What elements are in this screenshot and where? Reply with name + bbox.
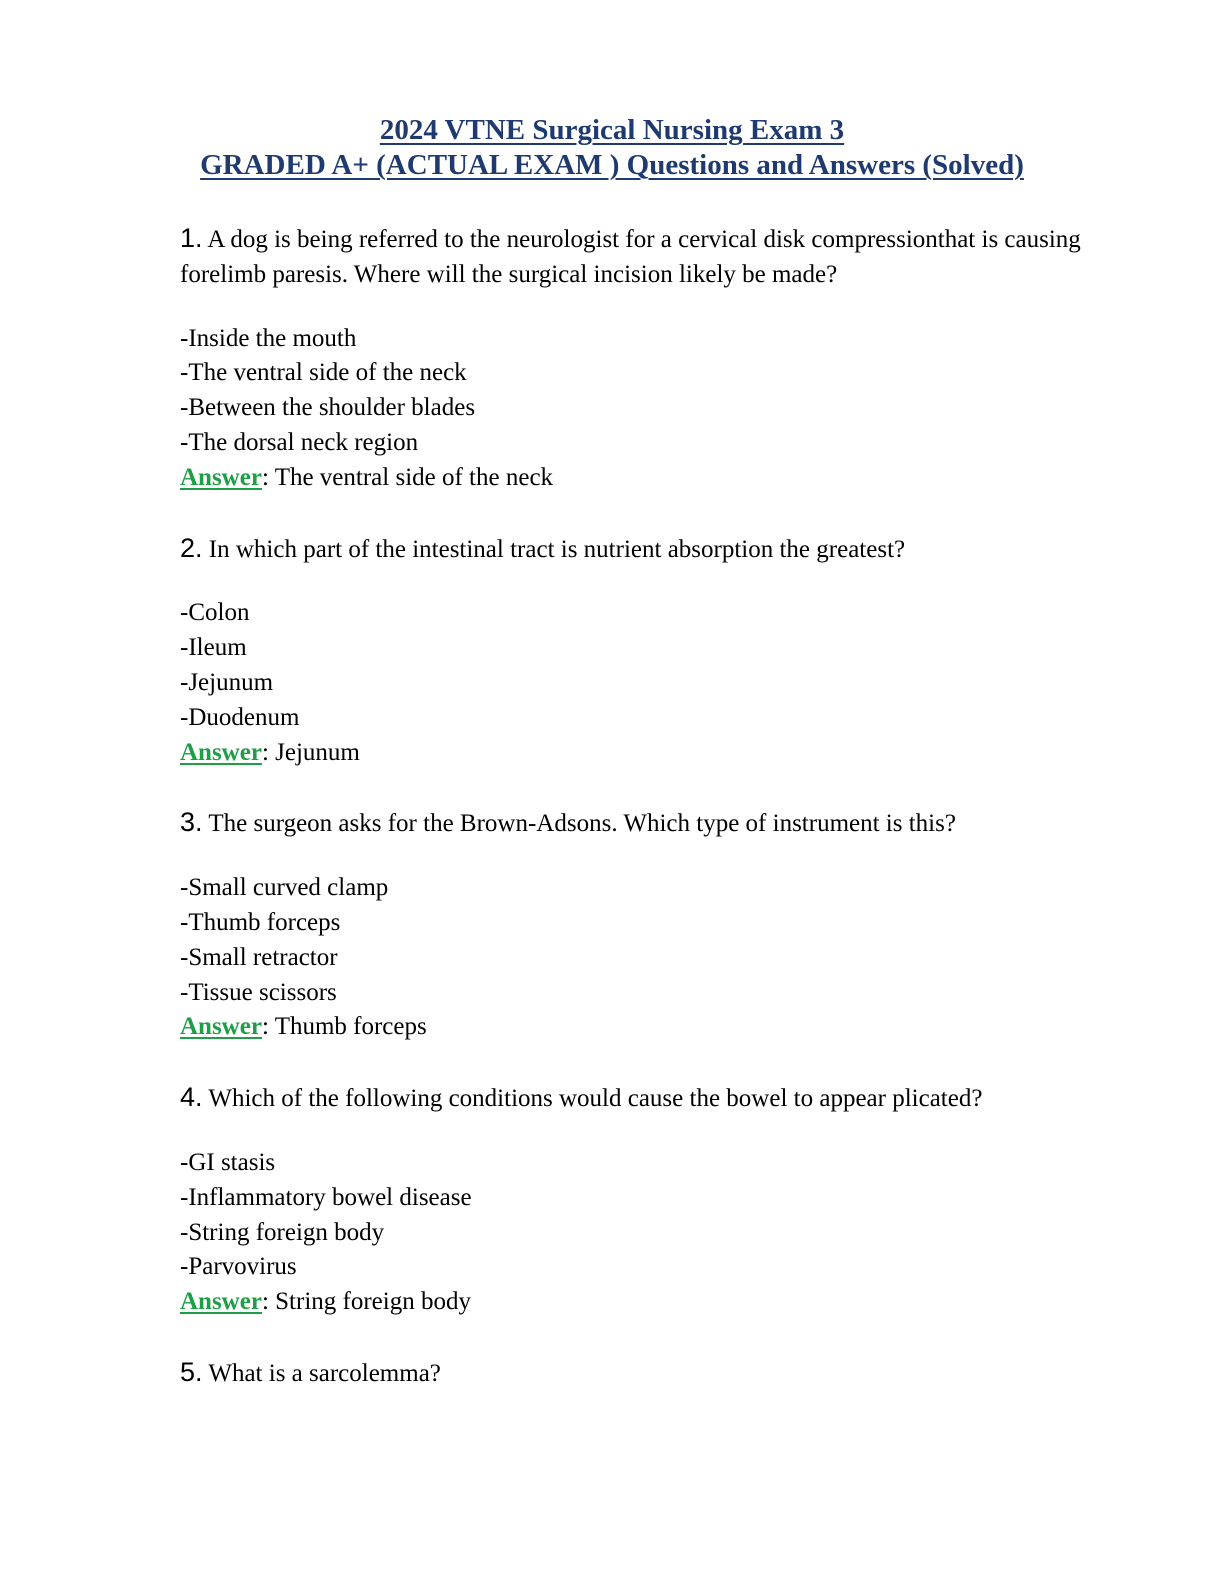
option-item: -Parvovirus (180, 1253, 297, 1281)
question-block-3 (180, 805, 1110, 1045)
answer-label: Answer (180, 738, 262, 766)
option-item: -Jejunum (180, 668, 274, 696)
option-item: -Small curved clamp (180, 874, 389, 902)
option-list (180, 596, 1110, 735)
option-list (180, 322, 1110, 461)
option-item: -Inside the mouth (180, 324, 357, 352)
document-title-line1: 2024 VTNE Surgical Nursing Exam 3 (379, 114, 845, 146)
option-item: -Small retractor (180, 943, 338, 971)
option-item: -Thumb forceps (180, 908, 341, 936)
option-item: -Inflammatory bowel disease (180, 1183, 472, 1211)
question-text: In which part of the intestinal tract is nutrient absorption the greatest? (208, 535, 906, 563)
question-5: 5. What is a sarcolemma? (180, 1356, 441, 1387)
question-number: 1 (180, 223, 196, 253)
option-list (180, 1146, 1110, 1285)
answer-text: The ventral side of the neck (274, 463, 554, 491)
answer-text: Jejunum (275, 738, 360, 766)
question-3: 3. The surgeon asks for the Brown-Adsons. Which type of instrument is this? (180, 807, 956, 838)
option-item: -The ventral side of the neck (180, 359, 467, 387)
answer-text: Thumb forceps (274, 1013, 427, 1041)
question-block-1 (180, 221, 1110, 496)
option-item: -GI stasis (180, 1148, 276, 1176)
option-item: -Tissue scissors (180, 978, 337, 1006)
question-text: A dog is being referred to the neurologist for a cervical disk compressionthat is causing forelimb paresis. Where will the surgical incision likely be made? (180, 226, 1081, 288)
question-list (180, 221, 1110, 1392)
question-number: 5 (180, 1356, 196, 1387)
question-4: 4. Which of the following conditions would cause the bowel to appear plicated? (180, 1082, 983, 1113)
option-item: -The dorsal neck region (180, 428, 419, 456)
question-block-4 (180, 1080, 1110, 1320)
answer-line: Answer: Thumb forceps (180, 1013, 427, 1041)
answer-line: Answer: The ventral side of the neck (180, 463, 554, 491)
option-item: -Between the shoulder blades (180, 394, 476, 422)
answer-line: Answer: String foreign body (180, 1288, 471, 1316)
question-block-2 (180, 531, 1110, 771)
question-text: The surgeon asks for the Brown-Adsons. Which type of instrument is this? (208, 810, 956, 838)
question-text: What is a sarcolemma? (208, 1359, 441, 1387)
answer-line: Answer: Jejunum (180, 738, 360, 766)
option-item: -Ileum (180, 634, 247, 662)
question-text: Which of the following conditions would cause the bowel to appear plicated? (208, 1085, 983, 1113)
question-2: 2. In which part of the intestinal tract is nutrient absorption the greatest? (180, 532, 906, 563)
answer-text: String foreign body (275, 1288, 471, 1316)
document-title-line2: GRADED A+ (ACTUAL EXAM ) Questions and Answers (Solved) (200, 149, 1024, 181)
option-item: -String foreign body (180, 1218, 385, 1246)
answer-label: Answer (180, 463, 262, 491)
option-item: -Duodenum (180, 703, 300, 731)
question-block-5 (180, 1355, 1110, 1392)
answer-label: Answer (180, 1013, 262, 1041)
question-number: 4 (180, 1082, 196, 1113)
question-number: 2 (180, 532, 196, 563)
question-number: 3 (180, 807, 196, 838)
option-list (180, 871, 1110, 1010)
answer-label: Answer (180, 1288, 262, 1316)
option-item: -Colon (180, 599, 250, 627)
question-1: 1. A dog is being referred to the neurologist for a cervical disk compressionthat is causing forelimb paresis. Where will the surgical incision likely be made? (180, 223, 1081, 288)
